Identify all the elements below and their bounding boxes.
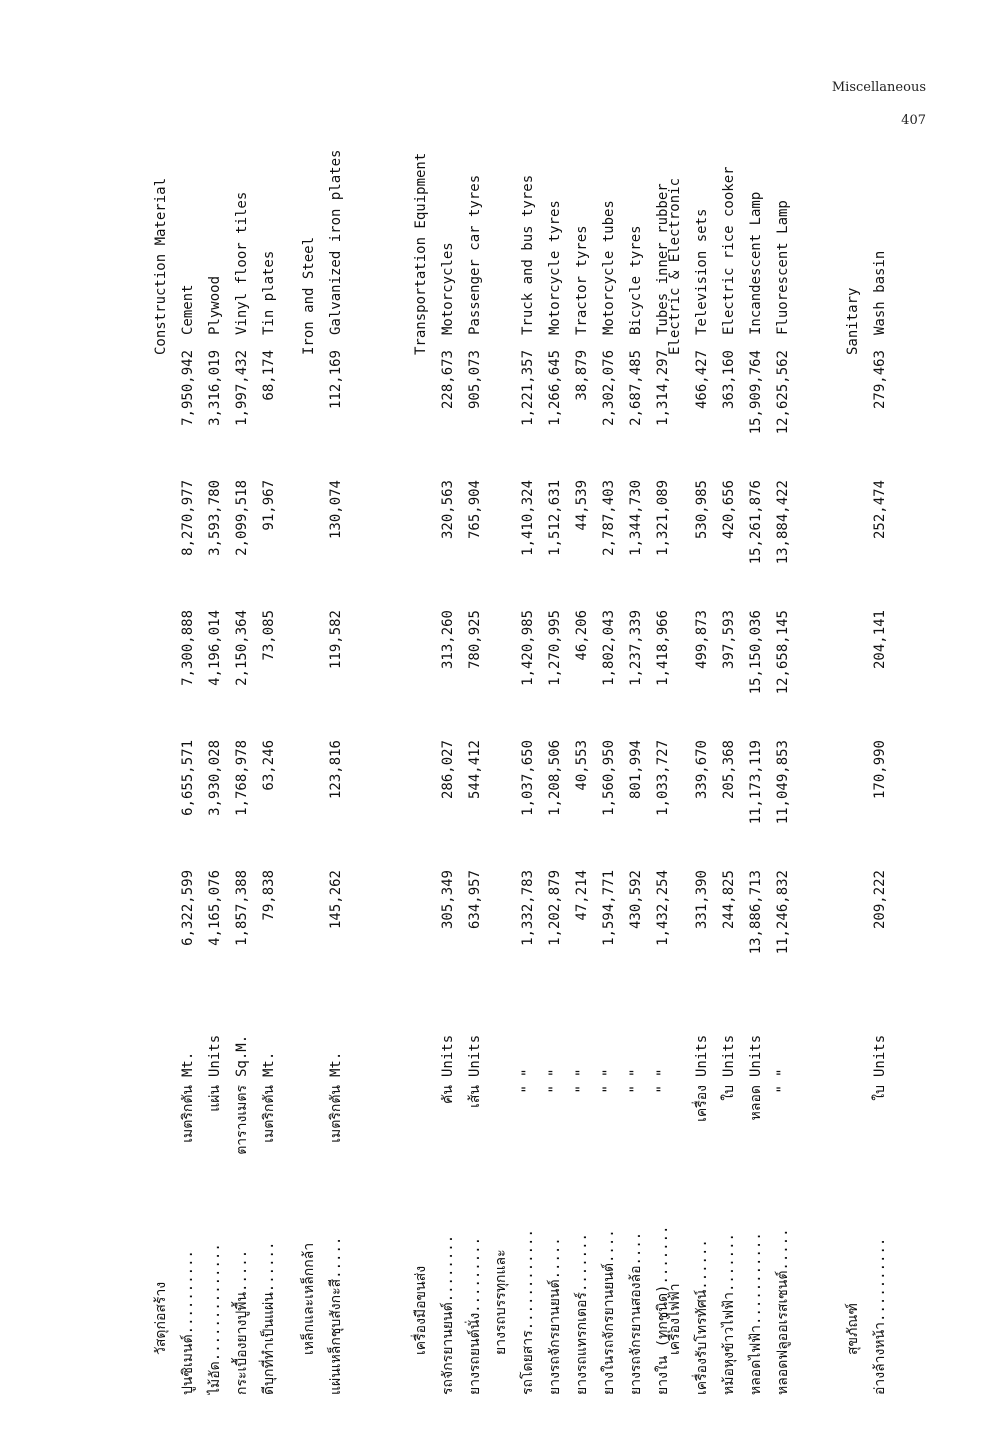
english-item-label: Galvanized iron plates [328,149,344,335]
thai-item-label: รถโดยสาร............ [520,1229,536,1395]
thai-unit: เมตริกตัน [261,1085,277,1143]
thai-item-label: หลอดไฟฟ้า........... [748,1232,764,1395]
thai-unit: " [601,1085,617,1094]
value-cell: 765,904 [467,480,483,540]
english-item-label: Tin plates [261,250,277,335]
english-item-label: Truck and bus tyres [520,174,536,335]
thai-unit: " [520,1085,536,1094]
value-cell: 209,222 [872,870,888,930]
table-row [869,155,891,1395]
value-cell: 145,262 [328,870,344,930]
value-cell: 119,582 [328,610,344,670]
value-cell: 3,593,780 [207,480,223,556]
thai-group-title: เหล็กและเหล็กกล้า [301,1242,317,1355]
statistics-table [90,149,950,1395]
value-cell: 1,237,339 [628,610,644,686]
value-cell: 1,344,730 [628,480,644,556]
english-item-label: Passenger car tyres [467,174,483,335]
value-cell: 112,169 [328,350,344,410]
table-row [204,155,226,1395]
english-item-label: Bicycle tyres [628,225,644,335]
english-item-label: Motorcycle tubes [601,200,617,335]
value-cell: 2,099,518 [234,480,250,556]
group-header [490,155,512,1395]
group-header [842,155,864,1395]
value-cell: 313,260 [440,610,456,670]
value-cell: 11,246,832 [775,870,791,955]
table-row [517,155,539,1395]
thai-item-label: ไม้อัด.............. [207,1243,223,1395]
value-cell: 1,221,357 [520,350,536,426]
english-item-label: Tractor tyres [574,225,590,335]
english-item-label: Fluorescent Lamp [775,200,791,335]
value-cell: 46,206 [574,610,590,661]
value-cell: 305,349 [440,870,456,930]
value-cell: 780,925 [467,610,483,670]
value-cell: 79,838 [261,870,277,921]
english-item-label: Motorcycles [440,242,456,335]
group-header [298,155,320,1395]
value-cell: 1,266,645 [547,350,563,426]
value-cell: 430,592 [628,870,644,930]
value-cell: 12,658,145 [775,610,791,695]
unit: Mt. [180,1051,196,1077]
value-cell: 1,857,388 [234,870,250,946]
table-row [231,155,253,1395]
unit: " [655,1068,671,1077]
value-cell: 1,321,089 [655,480,671,556]
english-group-title: Electric & Electronic [667,177,683,355]
thai-unit: เมตริกตัน [180,1085,196,1143]
unit: Units [694,1034,710,1077]
value-cell: 905,073 [467,350,483,410]
table-row [464,155,486,1395]
thai-item-label: แผ่นเหล็กชุบสังกะสี..... [328,1236,344,1395]
unit: " [574,1068,590,1077]
group-header [410,152,432,1395]
value-cell: 204,141 [872,610,888,670]
table-row [325,149,347,1395]
english-item-label: Vinyl floor tiles [234,191,250,335]
thai-unit: เครื่อง [694,1085,710,1122]
unit: Units [748,1034,764,1077]
english-item-label: Incandescent Lamp [748,191,764,335]
thai-unit: " [547,1085,563,1094]
value-cell: 123,816 [328,740,344,800]
thai-item-label: หลอดฟลูออเรสเซนต์..... [775,1228,791,1395]
value-cell: 15,261,876 [748,480,764,565]
value-cell: 11,049,853 [775,740,791,825]
value-cell: 1,033,727 [655,740,671,816]
table-row [718,155,740,1395]
unit: " [601,1068,617,1077]
unit: Units [721,1034,737,1077]
thai-item-label: อ่างล้างหน้า.......... [872,1237,888,1395]
value-cell: 6,322,599 [180,870,196,946]
value-cell: 15,909,764 [748,350,764,435]
unit: Units [872,1034,888,1077]
thai-item-label: ยางรถแทรกเตอร์....... [574,1233,590,1395]
english-item-label: Cement [180,284,196,335]
value-cell: 6,655,571 [180,740,196,816]
value-cell: 91,967 [261,480,277,531]
table-row [625,155,647,1395]
value-cell: 1,270,995 [547,610,563,686]
value-cell: 1,997,432 [234,350,250,426]
thai-group-title: ยางรถบรรทุกและ [493,1249,509,1355]
english-item-label: Wash basin [872,250,888,335]
section-title: Miscellaneous [831,80,926,95]
value-cell: 252,474 [872,480,888,540]
value-cell: 1,560,950 [601,740,617,816]
value-cell: 499,873 [694,610,710,670]
unit: Units [440,1034,456,1077]
value-cell: 170,990 [872,740,888,800]
value-cell: 1,332,783 [520,870,536,946]
table-row [598,155,620,1395]
value-cell: 1,512,631 [547,480,563,556]
value-cell: 1,802,043 [601,610,617,686]
unit: Mt. [328,1051,344,1077]
thai-unit: " [628,1085,644,1094]
value-cell: 279,463 [872,350,888,410]
value-cell: 8,270,977 [180,480,196,556]
value-cell: 63,246 [261,740,277,791]
value-cell: 13,886,713 [748,870,764,955]
value-cell: 73,085 [261,610,277,661]
table-row [544,155,566,1395]
thai-item-label: ยางใน (ทุกชนิด)....... [655,1225,671,1395]
english-group-title: Iron and Steel [301,236,317,355]
value-cell: 130,074 [328,480,344,540]
thai-unit: เมตริกตัน [328,1085,344,1143]
table-row [258,155,280,1395]
thai-item-label: รถจักรยานยนต์........ [440,1234,456,1395]
thai-unit: " [574,1085,590,1094]
thai-group-title: เครื่องไฟฟ้า [667,1283,683,1355]
thai-item-label: ดีบุกที่ทำเป็นแผ่น...... [261,1241,277,1395]
value-cell: 1,432,254 [655,870,671,946]
value-cell: 12,625,562 [775,350,791,435]
group-header [664,155,686,1395]
table-row [691,155,713,1395]
value-cell: 2,150,364 [234,610,250,686]
value-cell: 1,594,771 [601,870,617,946]
thai-unit: ตารางเมตร [234,1085,250,1155]
value-cell: 339,670 [694,740,710,800]
unit: " [775,1068,791,1077]
table-row [745,155,767,1395]
thai-item-label: ปูนซิเมนต์.......... [180,1250,196,1395]
value-cell: 331,390 [694,870,710,930]
thai-unit: ใบ [872,1085,888,1101]
value-cell: 40,553 [574,740,590,791]
value-cell: 1,202,879 [547,870,563,946]
value-cell: 2,787,403 [601,480,617,556]
value-cell: 3,930,028 [207,740,223,816]
value-cell: 44,539 [574,480,590,531]
value-cell: 4,165,076 [207,870,223,946]
english-item-label: Electric rice cooker [721,166,737,335]
thai-unit: หลอด [748,1085,764,1121]
table-row [437,155,459,1395]
unit: Units [207,1034,223,1077]
value-cell: 3,316,019 [207,350,223,426]
english-item-label: Tubes inner rubber [655,183,671,335]
thai-item-label: ยางในรถจักรยานยนต์.... [601,1229,617,1395]
value-cell: 1,208,506 [547,740,563,816]
value-cell: 1,418,966 [655,610,671,686]
table-row [177,155,199,1395]
unit: Sq.M. [234,1034,250,1077]
thai-item-label: ยางรถยนต์นั่ง......... [467,1236,483,1395]
unit: " [520,1068,536,1077]
table-row [571,155,593,1395]
thai-group-title: สุขภัณฑ์ [845,1303,861,1355]
value-cell: 2,687,485 [628,350,644,426]
english-group-title: Sanitary [845,287,861,355]
value-cell: 7,950,942 [180,350,196,426]
value-cell: 544,412 [467,740,483,800]
group-header [150,155,172,1395]
thai-group-title: วัสดุก่อสร้าง [153,1281,169,1355]
thai-unit: แผ่น [207,1085,223,1112]
unit: " [547,1068,563,1077]
value-cell: 320,563 [440,480,456,540]
thai-group-title: เครื่องมือขนส่ง [413,1265,429,1355]
value-cell: 2,302,076 [601,350,617,426]
english-group-title: Transportation Equipment [413,152,429,355]
value-cell: 13,884,422 [775,480,791,565]
table-row [772,155,794,1395]
thai-item-label: ยางรถจักรยานสองล้อ.... [628,1231,644,1395]
thai-unit: " [655,1085,671,1094]
page-number: 407 [901,113,926,128]
value-cell: 634,957 [467,870,483,930]
value-cell: 38,879 [574,350,590,401]
thai-item-label: ยางรถจักรยานยนต์..... [547,1237,563,1395]
thai-unit: คัน [440,1085,456,1104]
thai-unit: " [775,1085,791,1094]
value-cell: 1,420,985 [520,610,536,686]
thai-item-label: หม้อหุงข้าวไฟฟ้า....... [721,1233,737,1395]
value-cell: 1,037,650 [520,740,536,816]
value-cell: 397,593 [721,610,737,670]
value-cell: 15,150,036 [748,610,764,695]
unit: " [628,1068,644,1077]
english-item-label: Motorcycle tyres [547,200,563,335]
value-cell: 530,985 [694,480,710,540]
value-cell: 47,214 [574,870,590,921]
english-item-label: Television sets [694,208,710,335]
value-cell: 4,196,014 [207,610,223,686]
value-cell: 1,410,324 [520,480,536,556]
value-cell: 286,027 [440,740,456,800]
value-cell: 228,673 [440,350,456,410]
value-cell: 466,427 [694,350,710,410]
value-cell: 801,994 [628,740,644,800]
unit: Mt. [261,1051,277,1077]
thai-item-label: เครื่องรับโทรทัศน์...... [694,1239,710,1395]
value-cell: 420,656 [721,480,737,540]
value-cell: 11,173,119 [748,740,764,825]
unit: Units [467,1034,483,1077]
value-cell: 1,314,297 [655,350,671,426]
thai-unit: เส้น [467,1085,483,1108]
english-group-title: Construction Material [153,177,169,355]
thai-unit: ใบ [721,1085,737,1101]
value-cell: 244,825 [721,870,737,930]
value-cell: 205,368 [721,740,737,800]
value-cell: 363,160 [721,350,737,410]
thai-item-label: กระเบื้องยางปูพื้น..... [234,1249,250,1395]
value-cell: 1,768,978 [234,740,250,816]
value-cell: 7,300,888 [180,610,196,686]
english-item-label: Plywood [207,275,223,335]
value-cell: 68,174 [261,350,277,401]
